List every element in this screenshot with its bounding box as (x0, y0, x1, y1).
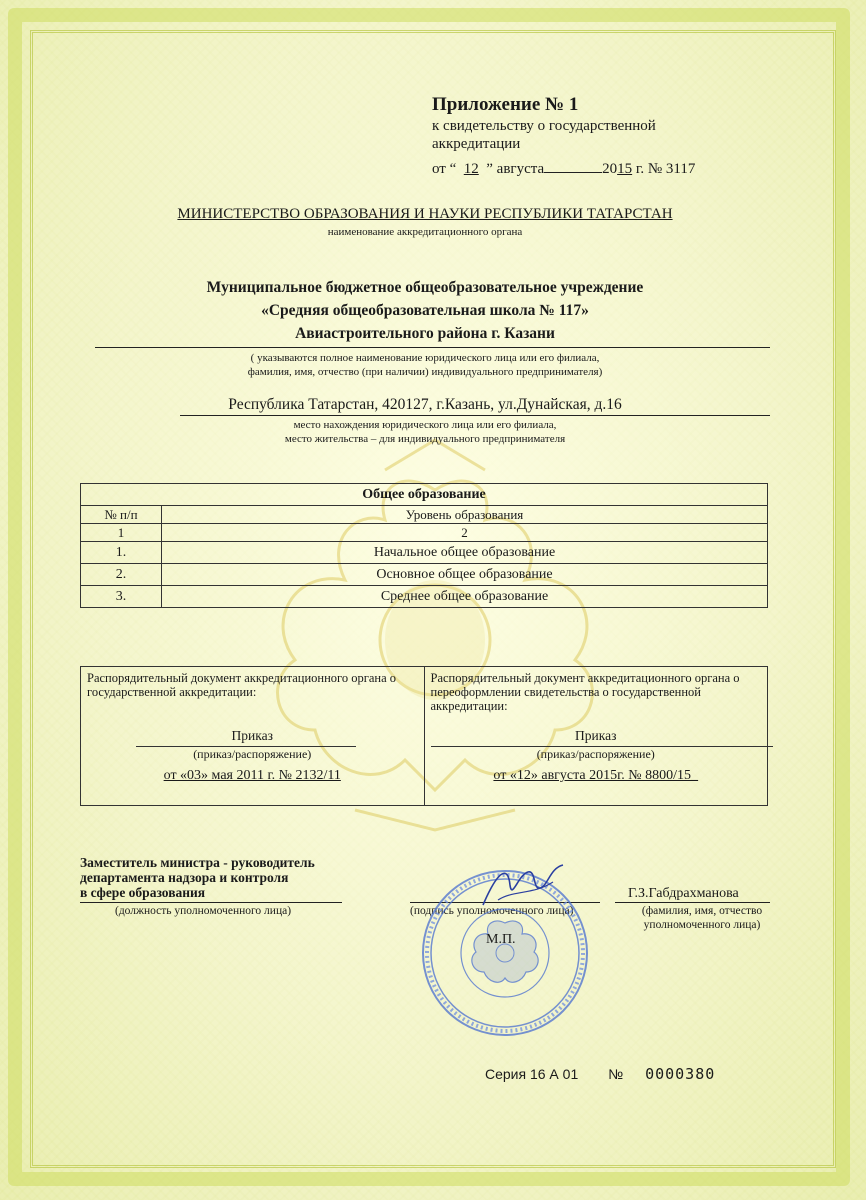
org-caption-1: ( указываются полное наименование юридического лица или его филиала, (250, 352, 600, 364)
org-underline (95, 347, 770, 348)
doc-type-left: Приказ (231, 728, 273, 743)
position-line-3: в сфере образования (80, 885, 206, 900)
reissue-accreditation-doc (424, 667, 768, 805)
education-levels-table (80, 483, 768, 608)
row-number: 1. (81, 542, 162, 564)
address-caption-1: место нахождения юридического лица или его филиала, (293, 419, 557, 431)
appendix-subtitle-1: к свидетельству о государственной (432, 118, 656, 134)
certificate-number: 3117 (665, 161, 696, 177)
appendix-date-line (432, 160, 695, 178)
row-level: Среднее общее образование (162, 586, 768, 608)
org-name-line-2: «Средняя общеобразовательная школа № 117» (261, 302, 589, 319)
org-caption-2: фамилия, имя, отчество (при наличии) индивидуального предпринимателя) (247, 366, 603, 378)
series-number: 0000380 (645, 1065, 716, 1083)
table-title-row (81, 484, 768, 506)
row-number: 3. (81, 586, 162, 608)
position-line-1: Заместитель министра - руководитель (80, 855, 315, 870)
number-prefix: г. № (635, 161, 663, 177)
appendix-title: Приложение № 1 (432, 94, 579, 115)
table-row (81, 564, 768, 586)
name-caption: (фамилия, имя, отчество уполномоченного лица) (641, 905, 763, 931)
signatory-position (80, 855, 315, 900)
table-header-row (81, 506, 768, 524)
col-header-number: № п/п (81, 506, 162, 524)
doc-caption-right: Распорядительный документ аккредитационного органа о переоформлении свидетельства о государственной аккредитации: (430, 671, 740, 713)
doc-number-left: от «03» мая 2011 г. № 2132/11 (163, 768, 341, 783)
row-number: 2. (81, 564, 162, 586)
row-level: Начальное общее образование (162, 542, 768, 564)
doc-type-right: Приказ (575, 728, 617, 743)
table-row (81, 542, 768, 564)
certificate-series (485, 1065, 715, 1083)
table-row (81, 586, 768, 608)
org-name-line-3: Авиастроительного района г. Казани (295, 325, 555, 342)
col-index-2: 2 (162, 524, 768, 542)
signature-caption: (подпись уполномоченного лица) (410, 905, 574, 917)
col-index-1: 1 (81, 524, 162, 542)
org-address: Республика Татарстан, 420127, г.Казань, ул.Дунайская, д.16 (228, 396, 622, 413)
col-header-level: Уровень образования (162, 506, 768, 524)
appendix-subtitle-2: аккредитации (432, 136, 521, 152)
doc-type-caption-left: (приказ/распоряжение) (193, 747, 312, 761)
ministry-name: МИНИСТЕРСТВО ОБРАЗОВАНИЯ И НАУКИ РЕСПУБЛИКИ ТАТАРСТАН (177, 206, 673, 222)
position-caption: (должность уполномоченного лица) (115, 905, 292, 917)
ministry-caption: наименование аккредитационного органа (327, 226, 523, 238)
table-title: Общее образование (81, 484, 768, 506)
row-level: Основное общее образование (162, 564, 768, 586)
year-suffix: 15 (617, 161, 633, 177)
date-month: ” августа (486, 161, 545, 177)
org-name-line-1: Муниципальное бюджетное общеобразовательное учреждение (206, 279, 644, 296)
stamp-place-label: М.П. (486, 932, 516, 947)
name-underline (615, 902, 770, 903)
original-accreditation-doc (81, 667, 424, 805)
signatory-name: Г.З.Габдрахманова (628, 886, 739, 901)
series-number-label: № (608, 1066, 624, 1082)
date-day: 12 (463, 161, 479, 177)
table-index-row (81, 524, 768, 542)
position-underline (80, 902, 342, 903)
series-label: Серия 16 А 01 (485, 1066, 579, 1082)
accreditation-documents (80, 666, 768, 806)
address-caption-2: место жительства – для индивидуального предпринимателя (284, 433, 566, 445)
doc-caption-left: Распорядительный документ аккредитационного органа о государственной аккредитации: (87, 671, 396, 699)
doc-number-right: от «12» августа 2015г. № 8800/15_ (493, 768, 699, 783)
handwritten-signature (478, 860, 568, 915)
doc-type-caption-right: (приказ/распоряжение) (536, 747, 655, 761)
position-line-2: департамента надзора и контроля (80, 870, 289, 885)
year-prefix: 20 (602, 161, 618, 177)
address-underline (180, 415, 770, 416)
date-prefix: от “ (432, 161, 457, 177)
